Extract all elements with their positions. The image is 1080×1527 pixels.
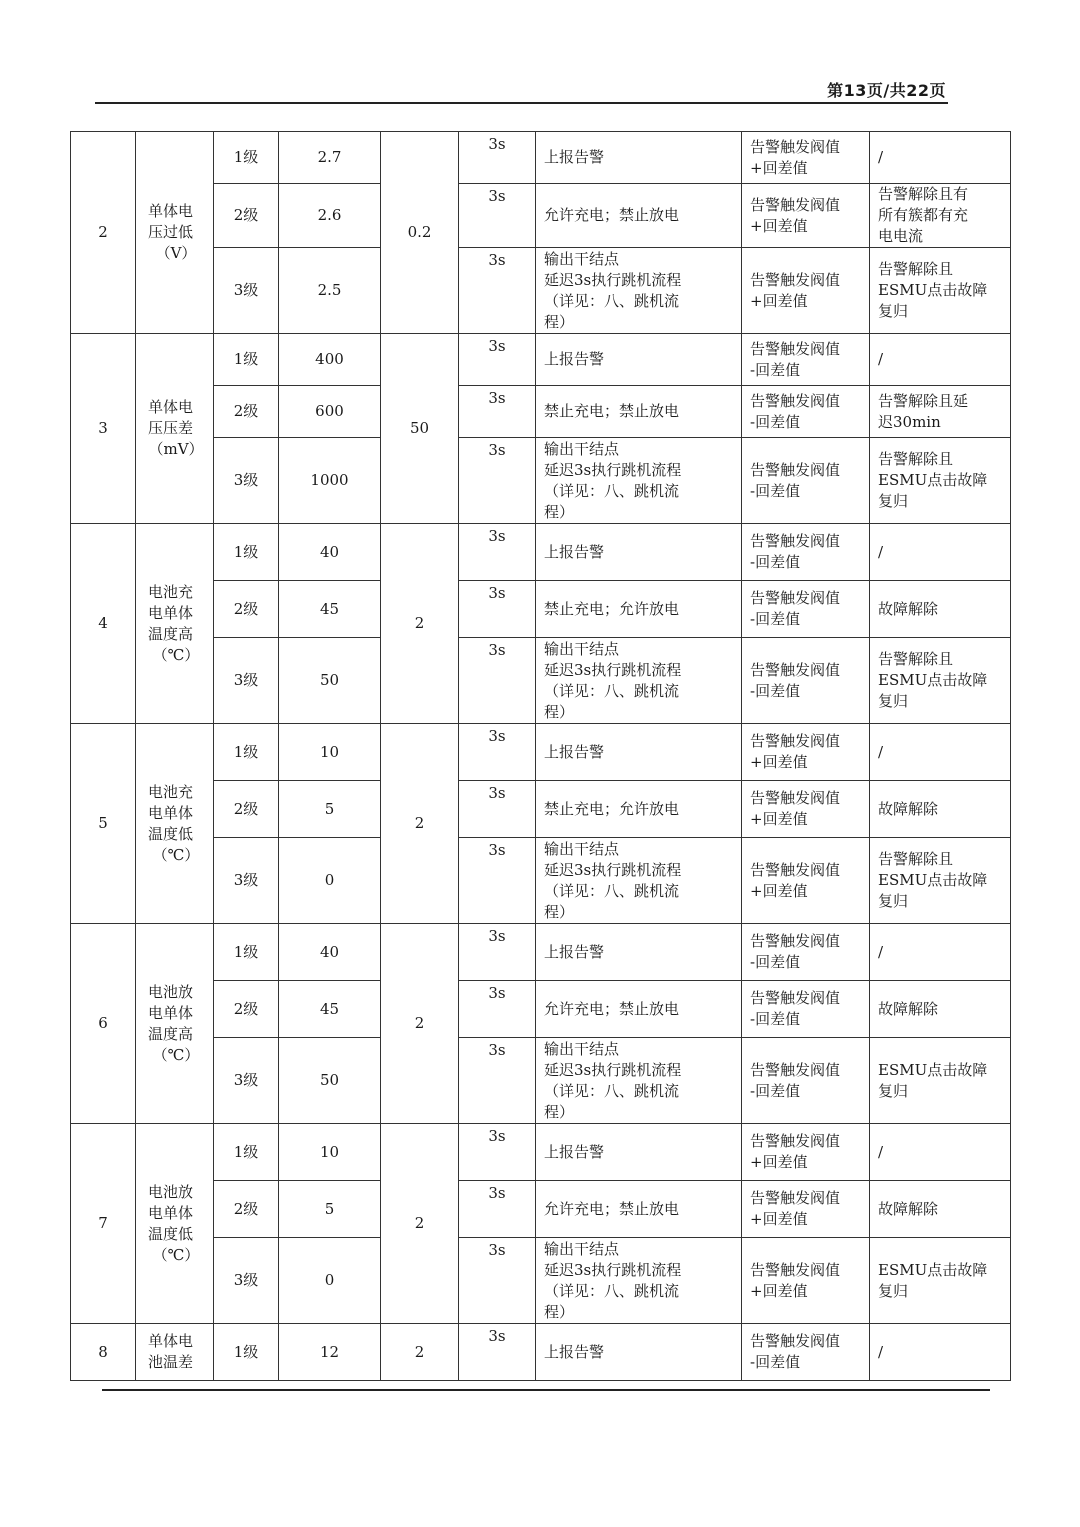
item-unit: （V）: [155, 244, 197, 262]
protection-action: 输出干结点 延迟3s执行跳机流程 （详见：八、跳机流 程）: [536, 838, 742, 924]
threshold-value: 12: [279, 1324, 381, 1381]
protection-action: 上报告警: [536, 1324, 742, 1381]
protection-action: 上报告警: [536, 724, 742, 781]
recovery-threshold: 告警触发阀值 +回差值: [742, 132, 870, 184]
delay-time: 3s: [459, 724, 536, 781]
item-number: 8: [71, 1324, 136, 1381]
table-row: [71, 724, 1011, 781]
table-row: [71, 524, 1011, 581]
recovery-condition: 告警解除且延 迟30min: [870, 386, 1011, 438]
item-unit: （℃）: [152, 1045, 200, 1064]
recovery-threshold: 告警触发阀值 -回差值: [742, 981, 870, 1038]
threshold-value: 2.5: [279, 248, 381, 334]
page-number: 第13页/共22页: [827, 81, 946, 100]
alarm-level: 2级: [214, 581, 279, 638]
threshold-value: 5: [279, 1181, 381, 1238]
recovery-condition: /: [870, 1324, 1011, 1381]
threshold-value: 50: [279, 1038, 381, 1124]
protection-action: 禁止充电；允许放电: [536, 581, 742, 638]
threshold-value: 10: [279, 1124, 381, 1181]
recovery-threshold: 告警触发阀值 -回差值: [742, 524, 870, 581]
table-body: [71, 132, 1011, 1381]
threshold-value: 10: [279, 724, 381, 781]
recovery-condition: 告警解除且 ESMU点击故障 复归: [870, 838, 1011, 924]
alarm-level: 2级: [214, 184, 279, 248]
recovery-condition: ESMU点击故障 复归: [870, 1038, 1011, 1124]
recovery-threshold: 告警触发阀值 -回差值: [742, 581, 870, 638]
recovery-threshold: 告警触发阀值 -回差值: [742, 1038, 870, 1124]
item-name: 电池充电单体温度低: [148, 782, 194, 843]
hysteresis-value: 2: [381, 524, 459, 724]
protection-action: 上报告警: [536, 524, 742, 581]
recovery-threshold: 告警触发阀值 -回差值: [742, 386, 870, 438]
recovery-threshold: 告警触发阀值 -回差值: [742, 438, 870, 524]
alarm-level: 3级: [214, 838, 279, 924]
recovery-threshold: 告警触发阀值 +回差值: [742, 781, 870, 838]
table-row: [71, 1324, 1011, 1381]
delay-time: 3s: [459, 1038, 536, 1124]
item-name-cell: [136, 334, 214, 524]
table-row: [71, 132, 1011, 184]
hysteresis-value: 2: [381, 1324, 459, 1381]
alarm-level: 3级: [214, 1038, 279, 1124]
table-row: [71, 1124, 1011, 1181]
recovery-condition: 故障解除: [870, 781, 1011, 838]
recovery-threshold: 告警触发阀值 -回差值: [742, 334, 870, 386]
item-name-cell: [136, 1124, 214, 1324]
threshold-value: 40: [279, 924, 381, 981]
protection-action: 输出干结点 延迟3s执行跳机流程 （详见：八、跳机流 程）: [536, 638, 742, 724]
threshold-value: 5: [279, 781, 381, 838]
recovery-condition: /: [870, 1124, 1011, 1181]
recovery-threshold: 告警触发阀值 +回差值: [742, 838, 870, 924]
threshold-value: 50: [279, 638, 381, 724]
alarm-level: 1级: [214, 724, 279, 781]
item-number: 7: [71, 1124, 136, 1324]
recovery-condition: 故障解除: [870, 1181, 1011, 1238]
hysteresis-value: 50: [381, 334, 459, 524]
protection-action: 输出干结点 延迟3s执行跳机流程 （详见：八、跳机流 程）: [536, 248, 742, 334]
item-name-cell: [136, 1324, 214, 1381]
item-name-cell: [136, 524, 214, 724]
recovery-threshold: 告警触发阀值 -回差值: [742, 638, 870, 724]
recovery-condition: /: [870, 524, 1011, 581]
item-name: 电池充电单体温度高: [148, 582, 194, 643]
item-unit: （℃）: [152, 1245, 200, 1264]
recovery-condition: /: [870, 132, 1011, 184]
threshold-value: 600: [279, 386, 381, 438]
table-row: [71, 924, 1011, 981]
threshold-value: 2.6: [279, 184, 381, 248]
recovery-threshold: 告警触发阀值 +回差值: [742, 1181, 870, 1238]
recovery-condition: /: [870, 924, 1011, 981]
recovery-condition: 故障解除: [870, 981, 1011, 1038]
alarm-level: 3级: [214, 438, 279, 524]
delay-time: 3s: [459, 132, 536, 184]
hysteresis-value: 2: [381, 724, 459, 924]
protection-action: 允许充电；禁止放电: [536, 981, 742, 1038]
delay-time: 3s: [459, 581, 536, 638]
item-unit: （℃）: [152, 645, 200, 664]
hysteresis-value: 0.2: [381, 132, 459, 334]
delay-time: 3s: [459, 334, 536, 386]
recovery-threshold: 告警触发阀值 +回差值: [742, 1238, 870, 1324]
threshold-value: 2.7: [279, 132, 381, 184]
delay-time: 3s: [459, 838, 536, 924]
delay-time: 3s: [459, 1324, 536, 1381]
recovery-threshold: 告警触发阀值 +回差值: [742, 248, 870, 334]
item-name: 电池放电单体温度高: [148, 982, 194, 1043]
delay-time: 3s: [459, 924, 536, 981]
alarm-level: 2级: [214, 1181, 279, 1238]
protection-action: 输出干结点 延迟3s执行跳机流程 （详见：八、跳机流 程）: [536, 438, 742, 524]
item-number: 4: [71, 524, 136, 724]
alarm-level: 3级: [214, 248, 279, 334]
item-number: 3: [71, 334, 136, 524]
protection-action: 输出干结点 延迟3s执行跳机流程 （详见：八、跳机流 程）: [536, 1238, 742, 1324]
delay-time: 3s: [459, 981, 536, 1038]
delay-time: 3s: [459, 1238, 536, 1324]
threshold-value: 45: [279, 581, 381, 638]
recovery-condition: 告警解除且 ESMU点击故障 复归: [870, 248, 1011, 334]
alarm-level: 2级: [214, 386, 279, 438]
item-name-cell: [136, 132, 214, 334]
delay-time: 3s: [459, 386, 536, 438]
item-name: 单体电池温差: [148, 1332, 194, 1371]
protection-action: 上报告警: [536, 924, 742, 981]
alarm-level: 1级: [214, 1324, 279, 1381]
recovery-condition: 告警解除且 ESMU点击故障 复归: [870, 438, 1011, 524]
recovery-threshold: 告警触发阀值 +回差值: [742, 724, 870, 781]
item-name: 电池放电单体温度低: [148, 1182, 194, 1243]
item-name: 单体电压过低: [148, 202, 194, 241]
protection-action: 禁止充电；禁止放电: [536, 386, 742, 438]
protection-action: 输出干结点 延迟3s执行跳机流程 （详见：八、跳机流 程）: [536, 1038, 742, 1124]
delay-time: 3s: [459, 184, 536, 248]
threshold-value: 45: [279, 981, 381, 1038]
protection-action: 上报告警: [536, 334, 742, 386]
recovery-condition: 故障解除: [870, 581, 1011, 638]
alarm-level: 1级: [214, 1124, 279, 1181]
recovery-condition: ESMU点击故障 复归: [870, 1238, 1011, 1324]
hysteresis-value: 2: [381, 924, 459, 1124]
alarm-level: 1级: [214, 334, 279, 386]
delay-time: 3s: [459, 781, 536, 838]
delay-time: 3s: [459, 438, 536, 524]
alarm-level: 3级: [214, 638, 279, 724]
protection-action: 上报告警: [536, 1124, 742, 1181]
threshold-value: 400: [279, 334, 381, 386]
page-header: [95, 76, 948, 104]
delay-time: 3s: [459, 248, 536, 334]
alarm-level: 1级: [214, 132, 279, 184]
item-unit: （mV）: [148, 440, 204, 458]
protection-action: 禁止充电；允许放电: [536, 781, 742, 838]
item-name-cell: [136, 724, 214, 924]
footer-rule: [102, 1389, 990, 1391]
protection-action: 上报告警: [536, 132, 742, 184]
recovery-threshold: 告警触发阀值 +回差值: [742, 184, 870, 248]
alarm-level: 2级: [214, 981, 279, 1038]
item-number: 6: [71, 924, 136, 1124]
alarm-level: 1级: [214, 924, 279, 981]
alarm-level: 2级: [214, 781, 279, 838]
threshold-value: 40: [279, 524, 381, 581]
threshold-value: 1000: [279, 438, 381, 524]
alarm-threshold-table: [70, 131, 1011, 1381]
item-number: 5: [71, 724, 136, 924]
recovery-condition: /: [870, 334, 1011, 386]
delay-time: 3s: [459, 638, 536, 724]
alarm-level: 1级: [214, 524, 279, 581]
item-name-cell: [136, 924, 214, 1124]
item-number: 2: [71, 132, 136, 334]
recovery-condition: 告警解除且有 所有簇都有充 电电流: [870, 184, 1011, 248]
recovery-threshold: 告警触发阀值 -回差值: [742, 924, 870, 981]
alarm-level: 3级: [214, 1238, 279, 1324]
delay-time: 3s: [459, 524, 536, 581]
threshold-value: 0: [279, 838, 381, 924]
recovery-condition: /: [870, 724, 1011, 781]
item-unit: （℃）: [152, 845, 200, 864]
delay-time: 3s: [459, 1181, 536, 1238]
recovery-threshold: 告警触发阀值 +回差值: [742, 1124, 870, 1181]
recovery-condition: 告警解除且 ESMU点击故障 复归: [870, 638, 1011, 724]
hysteresis-value: 2: [381, 1124, 459, 1324]
protection-action: 允许充电；禁止放电: [536, 1181, 742, 1238]
table-row: [71, 334, 1011, 386]
protection-action: 允许充电；禁止放电: [536, 184, 742, 248]
recovery-threshold: 告警触发阀值 -回差值: [742, 1324, 870, 1381]
item-name: 单体电压压差: [148, 398, 194, 437]
delay-time: 3s: [459, 1124, 536, 1181]
threshold-value: 0: [279, 1238, 381, 1324]
